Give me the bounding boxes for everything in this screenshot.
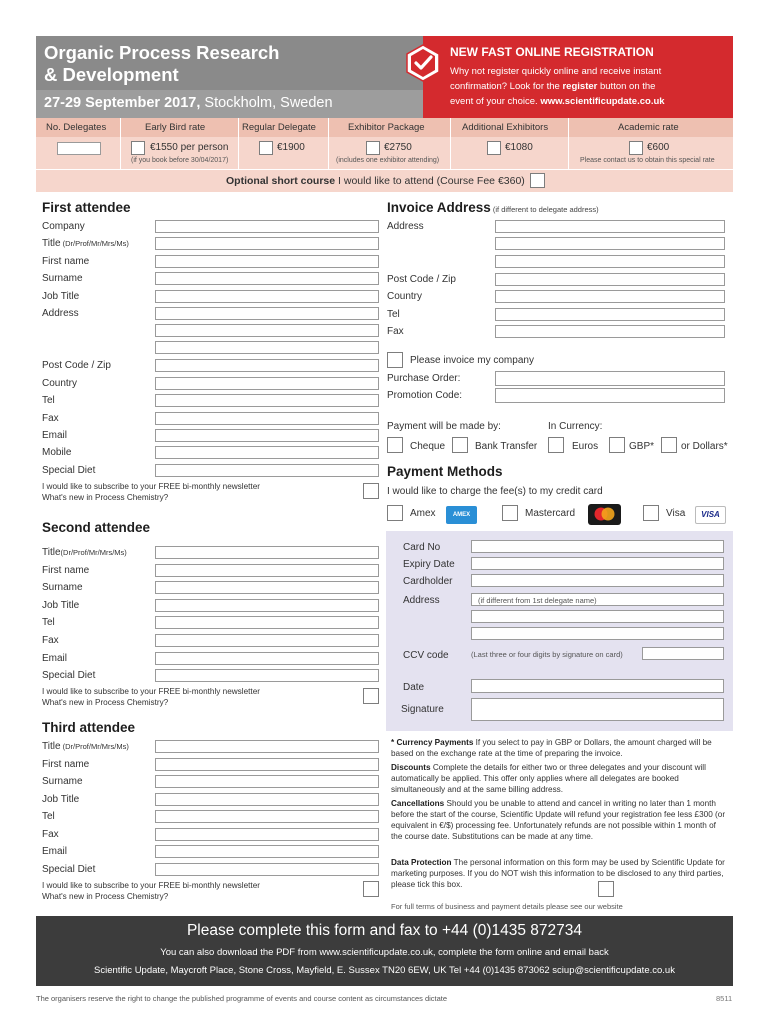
- label-tel-2: Tel: [42, 617, 55, 628]
- label-special-diet: Special Diet: [42, 465, 96, 476]
- col-additional: Additional Exhibitors: [462, 122, 549, 133]
- amex-checkbox[interactable]: [387, 505, 403, 521]
- expiry-input[interactable]: [471, 557, 724, 570]
- label-first-name: First name: [42, 256, 90, 267]
- cheque-checkbox[interactable]: [387, 437, 403, 453]
- label-title: Title (Dr/Prof/Mr/Mrs/Ms): [42, 238, 129, 249]
- data-protection-checkbox[interactable]: [598, 881, 614, 897]
- additional-price: €1080: [505, 142, 533, 153]
- event-title: Organic Process Research & Development: [44, 42, 280, 85]
- invoice-label-tel: Tel: [387, 309, 400, 320]
- second-newsletter-checkbox[interactable]: [363, 688, 379, 704]
- academic-checkbox[interactable]: [629, 141, 643, 155]
- dollars-checkbox[interactable]: [661, 437, 677, 453]
- in-currency-label: In Currency:: [548, 421, 603, 432]
- signature-input[interactable]: [471, 698, 724, 721]
- first-postcode-input[interactable]: [155, 359, 379, 372]
- charge-card-text: I would like to charge the fee(s) to my credit card: [387, 486, 603, 497]
- visa-label: Visa: [666, 508, 686, 519]
- exhibitor-price: €2750: [384, 142, 412, 153]
- purchase-order-input[interactable]: [495, 371, 725, 386]
- disclaimer: The organisers reserve the right to change the published programme of events and course content as circumstances dictate: [36, 994, 448, 1003]
- first-address-input-2[interactable]: [155, 324, 379, 337]
- card-address-input-2[interactable]: [471, 610, 724, 623]
- ccv-hint: (Last three or four digits by signature on card): [471, 650, 623, 659]
- third-jobtitle-input[interactable]: [155, 793, 379, 806]
- card-address-label: Address: [403, 595, 440, 606]
- bank-transfer-checkbox[interactable]: [452, 437, 468, 453]
- label-fax-3: Fax: [42, 829, 59, 840]
- mastercard-label: Mastercard: [525, 508, 576, 519]
- promotion-code-label: Promotion Code:: [387, 390, 463, 401]
- label-email: Email: [42, 430, 68, 441]
- academic-note: Please contact us to obtain this special rate: [580, 157, 715, 164]
- early-bird-price: €1550 per person: [150, 142, 229, 153]
- short-course-checkbox[interactable]: [530, 173, 545, 188]
- invoice-label-address: Address: [387, 221, 424, 232]
- date-input[interactable]: [471, 679, 724, 693]
- footer-main: Please complete this form and fax to +44 (0)1435 872734: [186, 922, 583, 939]
- terms-note: For full terms of business and payment details please see our website: [391, 902, 623, 911]
- regular-checkbox[interactable]: [259, 141, 273, 155]
- cardholder-label: Cardholder: [403, 576, 453, 587]
- newsletter-text-1: I would like to subscribe to your FREE bi-monthly newsletter What's new in Process Chemistry?: [42, 482, 260, 502]
- short-course-text: Optional short course I would like to attend (Course Fee €360): [226, 175, 525, 187]
- first-fax-input[interactable]: [155, 412, 379, 425]
- footer-line3: Scientific Update, Maycroft Place, Stone Cross, Mayfield, E. Sussex TN20 6EW, UK Tel +44 (0)1435 873062 sciup@scientificupdate.co.uk: [94, 965, 675, 976]
- exhibitor-note: (includes one exhibitor attending): [336, 157, 440, 164]
- label-surname: Surname: [42, 273, 83, 284]
- amex-card-icon: AMEX: [446, 506, 477, 524]
- regular-price: €1900: [277, 142, 305, 153]
- cancellations-note: Cancellations Should you be unable to attend and cancel in writing no later than 1 month before the start of the course, Scientific Update will refund your registration fee less £300 (or equivalent in €/$) processing fee. Unfortunately refunds are not possible within 1 month of the course date. Substitutions can be made at any time.: [391, 799, 726, 841]
- invoice-label-fax: Fax: [387, 326, 404, 337]
- data-protection-note: Data Protection The personal information on this form may be used by Scientific Update for marketing purposes. If you do NOT wish this information to be disclosed to any third parties, please tick this box.: [391, 858, 725, 889]
- third-surname-input[interactable]: [155, 775, 379, 788]
- second-email-input[interactable]: [155, 652, 379, 665]
- card-address-hint: (if different from 1st delegate name): [478, 596, 597, 605]
- label-mobile: Mobile: [42, 447, 72, 458]
- label-surname-3: Surname: [42, 776, 83, 787]
- cheque-label: Cheque: [410, 441, 446, 452]
- exhibitor-checkbox[interactable]: [366, 141, 380, 155]
- signature-label: Signature: [401, 704, 444, 715]
- second-surname-input[interactable]: [155, 581, 379, 594]
- event-date: 27-29 September 2017, Stockholm, Sweden: [44, 95, 333, 111]
- academic-price: €600: [647, 142, 670, 153]
- additional-checkbox[interactable]: [487, 141, 501, 155]
- label-special-diet-3: Special Diet: [42, 864, 96, 875]
- invoice-postcode-input[interactable]: [495, 273, 725, 286]
- first-address-input-3[interactable]: [155, 341, 379, 354]
- label-tel: Tel: [42, 395, 55, 406]
- second-tel-input[interactable]: [155, 616, 379, 629]
- visa-checkbox[interactable]: [643, 505, 659, 521]
- mastercard-icon: [588, 504, 621, 525]
- euros-checkbox[interactable]: [548, 437, 564, 453]
- form-code: 8511: [716, 994, 733, 1003]
- label-email-3: Email: [42, 846, 68, 857]
- first-mobile-input[interactable]: [155, 446, 379, 459]
- label-country: Country: [42, 378, 78, 389]
- card-address-input-3[interactable]: [471, 627, 724, 640]
- invoice-fax-input[interactable]: [495, 325, 725, 338]
- currency-note: * Currency Payments If you select to pay in GBP or Dollars, the amount charged will be based on the exchange rate at the time of preparing the invoice.: [391, 738, 712, 758]
- invoice-label-postcode: Post Code / Zip: [387, 274, 456, 285]
- first-tel-input[interactable]: [155, 394, 379, 407]
- col-regular: Regular Delegate: [242, 122, 316, 133]
- ccv-input[interactable]: [642, 647, 724, 660]
- card-no-label: Card No: [403, 542, 441, 553]
- first-jobtitle-input[interactable]: [155, 290, 379, 303]
- third-attendee-heading: Third attendee: [42, 720, 136, 735]
- visa-card-icon: VISA: [695, 506, 726, 524]
- invoice-country-input[interactable]: [495, 290, 725, 303]
- label-fax-2: Fax: [42, 635, 59, 646]
- promo-title: NEW FAST ONLINE REGISTRATION: [450, 45, 654, 59]
- card-no-input[interactable]: [471, 540, 724, 553]
- newsletter-text-3: I would like to subscribe to your FREE bi-monthly newsletter What's new in Process Chemistry?: [42, 881, 260, 901]
- third-firstname-input[interactable]: [155, 758, 379, 771]
- label-job-title-3: Job Title: [42, 794, 80, 805]
- first-title-input[interactable]: [155, 237, 379, 250]
- euros-label: Euros: [572, 441, 599, 452]
- label-first-name-3: First name: [42, 759, 90, 770]
- ccv-label: CCV code: [403, 650, 449, 661]
- invoice-address-input-2[interactable]: [495, 237, 725, 250]
- invoice-tel-input[interactable]: [495, 308, 725, 321]
- label-surname-2: Surname: [42, 582, 83, 593]
- promotion-code-input[interactable]: [495, 388, 725, 403]
- invoice-address-input-3[interactable]: [495, 255, 725, 268]
- mastercard-checkbox[interactable]: [502, 505, 518, 521]
- first-newsletter-checkbox[interactable]: [363, 483, 379, 499]
- invoice-heading: Invoice Address (if different to delegate address): [387, 200, 599, 215]
- invoice-company-checkbox[interactable]: [387, 352, 403, 368]
- second-firstname-input[interactable]: [155, 564, 379, 577]
- third-title-input[interactable]: [155, 740, 379, 753]
- newsletter-text-2: I would like to subscribe to your FREE bi-monthly newsletter What's new in Process Chemistry?: [42, 687, 260, 707]
- early-bird-note: (if you book before 30/04/2017): [131, 157, 229, 164]
- purchase-order-label: Purchase Order:: [387, 373, 461, 384]
- bank-transfer-label: Bank Transfer: [475, 441, 538, 452]
- first-diet-input[interactable]: [155, 464, 379, 477]
- promo-text: Why not register quickly online and receive instant confirmation? Look for the register button on the event of your choice. www.scientificupdate.co.uk: [450, 66, 665, 107]
- first-country-input[interactable]: [155, 377, 379, 390]
- expiry-label: Expiry Date: [403, 559, 455, 570]
- label-email-2: Email: [42, 653, 68, 664]
- label-job-title: Job Title: [42, 291, 80, 302]
- invoice-address-input-1[interactable]: [495, 220, 725, 233]
- footer-line2: You can also download the PDF from www.scientificupdate.co.uk, complete the form online and email back: [160, 947, 609, 958]
- third-fax-input[interactable]: [155, 828, 379, 841]
- gbp-checkbox[interactable]: [609, 437, 625, 453]
- second-jobtitle-input[interactable]: [155, 599, 379, 612]
- label-fax: Fax: [42, 413, 59, 424]
- first-email-input[interactable]: [155, 429, 379, 442]
- third-newsletter-checkbox[interactable]: [363, 881, 379, 897]
- first-attendee-heading: First attendee: [42, 200, 131, 215]
- second-fax-input[interactable]: [155, 634, 379, 647]
- gbp-label: GBP*: [629, 441, 655, 452]
- invoice-label-country: Country: [387, 291, 423, 302]
- label-title-3: Title (Dr/Prof/Mr/Mrs/Ms): [42, 741, 129, 752]
- label-special-diet-2: Special Diet: [42, 670, 96, 681]
- second-title-input[interactable]: [155, 546, 379, 559]
- first-firstname-input[interactable]: [155, 255, 379, 268]
- dollars-label: or Dollars*: [681, 441, 728, 452]
- label-job-title-2: Job Title: [42, 600, 80, 611]
- col-early-bird: Early Bird rate: [145, 122, 206, 133]
- label-tel-3: Tel: [42, 811, 55, 822]
- col-academic: Academic rate: [618, 122, 679, 133]
- third-tel-input[interactable]: [155, 810, 379, 823]
- cardholder-input[interactable]: [471, 574, 724, 587]
- first-company-input[interactable]: [155, 220, 379, 233]
- col-exhibitor: Exhibitor Package: [348, 122, 425, 133]
- label-title-2: Title(Dr/Prof/Mr/Mrs/Ms): [42, 547, 127, 558]
- label-address: Address: [42, 308, 79, 319]
- col-no-delegates: No. Delegates: [46, 122, 107, 133]
- no-delegates-input[interactable]: [57, 142, 101, 155]
- payment-made-by-label: Payment will be made by:: [387, 421, 501, 432]
- third-email-input[interactable]: [155, 845, 379, 858]
- amex-label: Amex: [410, 508, 436, 519]
- invoice-company-label: Please invoice my company: [410, 355, 534, 366]
- first-surname-input[interactable]: [155, 272, 379, 285]
- website-link[interactable]: www.scientificupdate.co.uk: [540, 96, 665, 107]
- date-label: Date: [403, 682, 425, 693]
- first-address-input-1[interactable]: [155, 307, 379, 320]
- label-first-name-2: First name: [42, 565, 90, 576]
- label-company: Company: [42, 221, 85, 232]
- second-attendee-heading: Second attendee: [42, 520, 151, 535]
- payment-methods-heading: Payment Methods: [387, 464, 503, 479]
- label-postcode: Post Code / Zip: [42, 360, 111, 371]
- discounts-note: Discounts Complete the details for either two or three delegates and your discount will automatically be applied. This offer only applies where all delegates are booked simultaneously and at the same billing address.: [391, 763, 706, 794]
- check-badge-icon: [404, 44, 442, 82]
- third-diet-input[interactable]: [155, 863, 379, 876]
- early-bird-checkbox[interactable]: [131, 141, 145, 155]
- second-diet-input[interactable]: [155, 669, 379, 682]
